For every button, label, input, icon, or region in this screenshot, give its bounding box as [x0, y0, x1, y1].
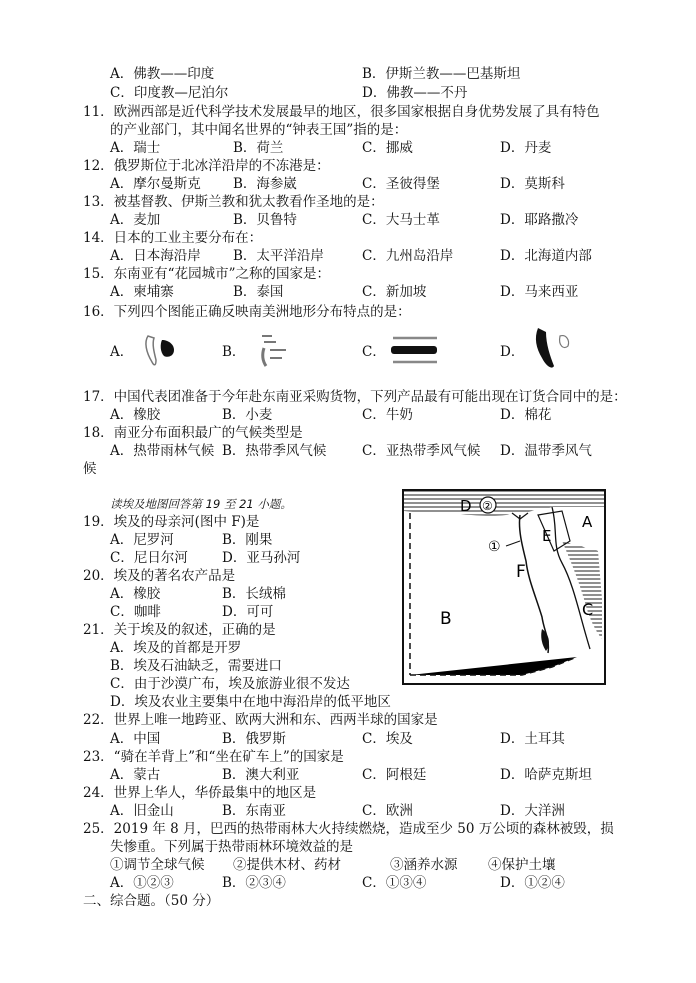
option: C．埃及 [362, 731, 413, 747]
option: A．橡胶 [110, 407, 161, 423]
option: C． [362, 344, 386, 360]
option: A．麦加 [110, 212, 161, 228]
option: B．长绒棉 [222, 586, 286, 602]
question-stem: 21．关于埃及的叙述，正确的是 [83, 622, 276, 638]
option: B．贝鲁特 [233, 212, 297, 228]
option: B．小麦 [222, 407, 273, 423]
statement-item: ②提供木材、药材 [233, 857, 341, 873]
question-stem: 的产业部门，其中闻名世界的“钟表王国”指的是： [110, 122, 408, 138]
question-stem: 失惨重。下列属于热带雨林环境效益的是 [110, 839, 353, 855]
option: A．旧金山 [110, 803, 174, 819]
statement-item: ①调节全球气候 [110, 857, 205, 873]
option: A．日本海沿岸 [110, 248, 201, 264]
map-label-f: F [516, 562, 526, 582]
option: C．亚热带季风气候 [362, 443, 481, 459]
option: B．热带季风气候 [222, 443, 327, 459]
option: D．埃及农业主要集中在地中海沿岸的低平地区 [110, 694, 391, 710]
option: D．可可 [222, 604, 274, 620]
option: C．咖啡 [110, 604, 161, 620]
option: D．耶路撒冷 [500, 212, 579, 228]
terrain-figure-d [530, 322, 590, 374]
option: D．北海道内部 [500, 248, 592, 264]
question-stem: 23．“骑在羊背上”和“坐在矿车上”的国家是 [83, 749, 344, 765]
map-label-2: ② [482, 499, 493, 513]
question-stem: 17．中国代表团准备于今年赴东南亚采购货物，下列产品最有可能出现在订货合同中的是： [83, 389, 627, 405]
option: C．圣彼得堡 [362, 176, 440, 192]
option: A．热带雨林气候 [110, 443, 215, 459]
option: A．埃及的首都是开罗 [110, 640, 242, 656]
map-label-c: C [582, 600, 594, 619]
option: A．柬埔寨 [110, 284, 174, 300]
question-stem: 11．欧洲西部是近代科学技术发展最早的地区，很多国家根据自身优势发展了具有特色 [83, 104, 600, 120]
option: C．大马士革 [362, 212, 440, 228]
option: A．佛教——印度 [110, 66, 215, 82]
option: B．泰国 [233, 284, 284, 300]
question-stem: 15．东南亚有“花园城市”之称的国家是： [83, 266, 330, 282]
option: A．尼罗河 [110, 532, 174, 548]
option: D．①②④ [500, 875, 565, 891]
option: D．哈萨克斯坦 [500, 767, 592, 783]
option: C．欧洲 [362, 803, 413, 819]
option: D． [500, 344, 525, 360]
option: C．牛奶 [362, 407, 413, 423]
option: C．尼日尔河 [110, 550, 188, 566]
option: A．瑞士 [110, 140, 161, 156]
terrain-figure-c [385, 332, 445, 372]
map-label-d: D [460, 497, 472, 515]
option: A．摩尔曼斯克 [110, 176, 201, 192]
question-stem: 14．日本的工业主要分布在： [83, 230, 263, 246]
option: B．太平洋沿岸 [233, 248, 324, 264]
option: C．印度教—尼泊尔 [110, 85, 229, 101]
option: C．挪威 [362, 140, 413, 156]
option: D．温带季风气 [500, 443, 592, 459]
option: B．荷兰 [233, 140, 284, 156]
option: D．丹麦 [500, 140, 552, 156]
option: B．②③④ [222, 875, 286, 891]
section-heading: 二、综合题。（50 分） [83, 893, 220, 909]
option: B．刚果 [222, 532, 273, 548]
option: C．新加坡 [362, 284, 427, 300]
option: B．东南亚 [222, 803, 286, 819]
map-label-e: E [542, 527, 552, 545]
option: C．阿根廷 [362, 767, 427, 783]
statement-item: ③涵养水源 [390, 857, 458, 873]
question-stem: 13．被基督教、伊斯兰教和犹太教看作圣地的是： [83, 194, 384, 210]
question-stem: 22．世界上唯一地跨亚、欧两大洲和东、西两半球的国家是 [83, 712, 438, 728]
option: A．中国 [110, 731, 161, 747]
option: A．蒙古 [110, 767, 161, 783]
option: D．土耳其 [500, 731, 565, 747]
question-stem: 16．下列四个图能正确反映南美洲地形分布特点的是： [83, 304, 411, 320]
map-label-a: A [582, 513, 593, 531]
option: D．大洋洲 [500, 803, 565, 819]
option: D．棉花 [500, 407, 552, 423]
question-stem: 20．埃及的著名农产品是 [83, 568, 236, 584]
statement-item: ④保护土壤 [488, 857, 556, 873]
option: A．①②③ [110, 875, 174, 891]
option: C．①③④ [362, 875, 427, 891]
option: B．海参崴 [233, 176, 297, 192]
option-wrap: 候 [83, 461, 97, 477]
terrain-figure-a [140, 330, 190, 372]
map-label-1: ① [488, 539, 501, 555]
question-stem: 25．2019 年 8 月，巴西的热带雨林大火持续燃烧，造成至少 50 万公顷的森林被毁，损 [83, 821, 614, 837]
option: C．由于沙漠广布，埃及旅游业很不发达 [110, 676, 350, 692]
egypt-map [402, 489, 606, 685]
question-stem: 24．世界上华人，华侨最集中的地区是 [83, 785, 317, 801]
option: B．埃及石油缺乏，需要进口 [110, 658, 282, 674]
option: D．马来西亚 [500, 284, 579, 300]
question-stem: 18．南亚分布面积最广的气候类型是 [83, 425, 303, 441]
option: A． [110, 344, 134, 360]
option: A．橡胶 [110, 586, 161, 602]
option: D．亚马孙河 [222, 550, 301, 566]
option: D．莫斯科 [500, 176, 565, 192]
option: B． [222, 344, 246, 360]
option: B．澳大利亚 [222, 767, 300, 783]
option: B．俄罗斯 [222, 731, 286, 747]
option: D．佛教——不丹 [362, 85, 468, 101]
question-stem: 19．埃及的母亲河(图中 F)是 [83, 514, 260, 530]
map-instruction: 读埃及地图回答第 19 至 21 小题。 [110, 497, 292, 511]
question-stem: 12．俄罗斯位于北冰洋沿岸的不冻港是： [83, 158, 330, 174]
terrain-figure-b [250, 330, 300, 372]
map-label-b: B [440, 609, 452, 629]
option: B．伊斯兰教——巴基斯坦 [362, 66, 521, 82]
option: C．九州岛沿岸 [362, 248, 454, 264]
